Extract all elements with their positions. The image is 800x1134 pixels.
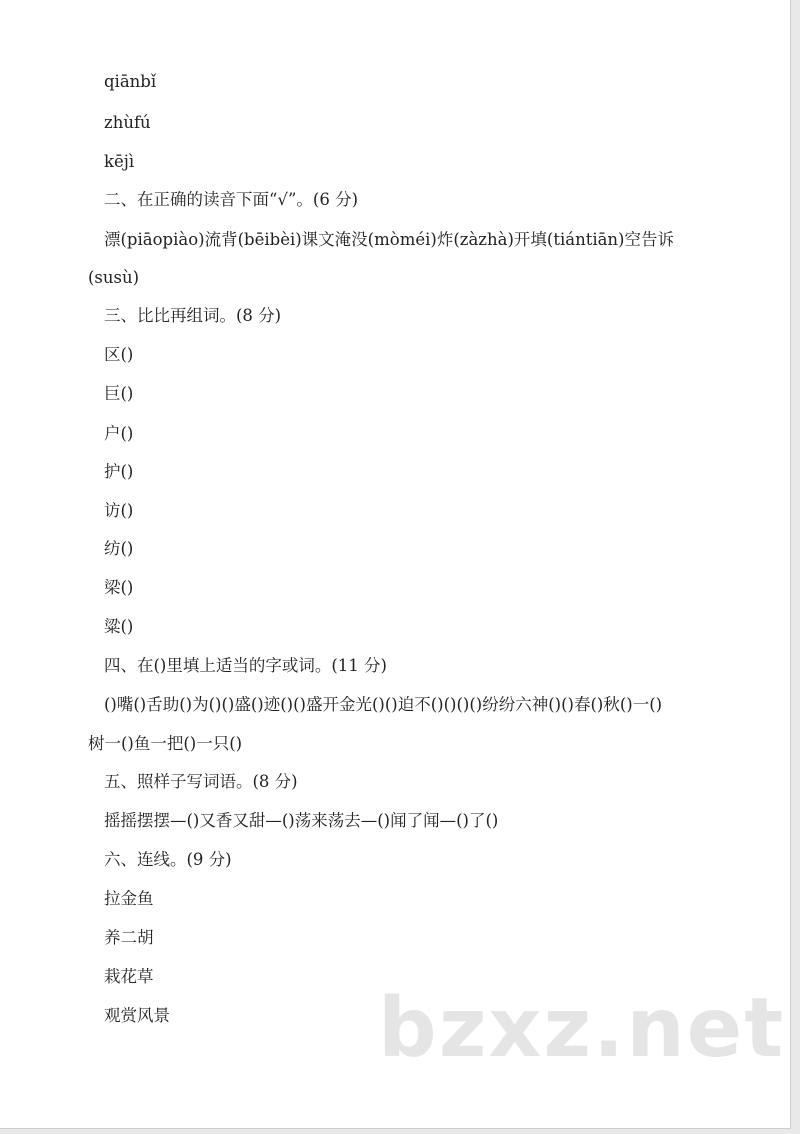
word-item: 粱() xyxy=(104,617,134,636)
word-item: 梁() xyxy=(104,578,134,597)
word-item: 纺() xyxy=(104,539,134,558)
word-item: 护() xyxy=(104,462,134,481)
section-4-question-continued: 树一()鱼一把()一只() xyxy=(88,734,243,753)
section-4-question: ()嘴()舌助()为()()盛()迹()()盛开金光()()迫不()()()()纷纷六神()()春()秋()一() xyxy=(104,695,663,714)
section-5-heading: 五、照样子写词语。(8 分) xyxy=(104,772,298,791)
section-2-question: 漂(piāopiào)流背(bēibèi)课文淹没(mòméi)炸(zàzhà)开填(tiántiān)空告诉 xyxy=(104,230,674,249)
section-6-heading: 六、连线。(9 分) xyxy=(104,850,232,869)
word-item: 巨() xyxy=(104,384,134,403)
section-4-heading: 四、在()里填上适当的字或词。(11 分) xyxy=(104,656,387,675)
match-item: 栽花草 xyxy=(104,967,154,986)
word-item: 户() xyxy=(104,424,134,443)
section-3-heading: 三、比比再组词。(8 分) xyxy=(104,306,282,325)
word-item: 访() xyxy=(104,501,134,520)
pinyin-line-qianbi: qiānbǐ xyxy=(104,72,157,91)
pinyin-line-keji: kējì xyxy=(104,152,135,171)
section-2-question-continued: (susù) xyxy=(88,268,140,287)
match-item: 拉金鱼 xyxy=(104,889,154,908)
match-item: 养二胡 xyxy=(104,928,154,947)
section-2-heading: 二、在正确的读音下面“√”。(6 分) xyxy=(104,190,359,209)
match-item: 观赏风景 xyxy=(104,1006,170,1025)
watermark: bzxz.net xyxy=(378,981,786,1076)
word-item: 区() xyxy=(104,345,134,364)
section-5-question: 摇摇摆摆—()又香又甜—()荡来荡去—()闻了闻—()了() xyxy=(104,811,499,830)
pinyin-line-zhufu: zhùfú xyxy=(104,113,151,132)
